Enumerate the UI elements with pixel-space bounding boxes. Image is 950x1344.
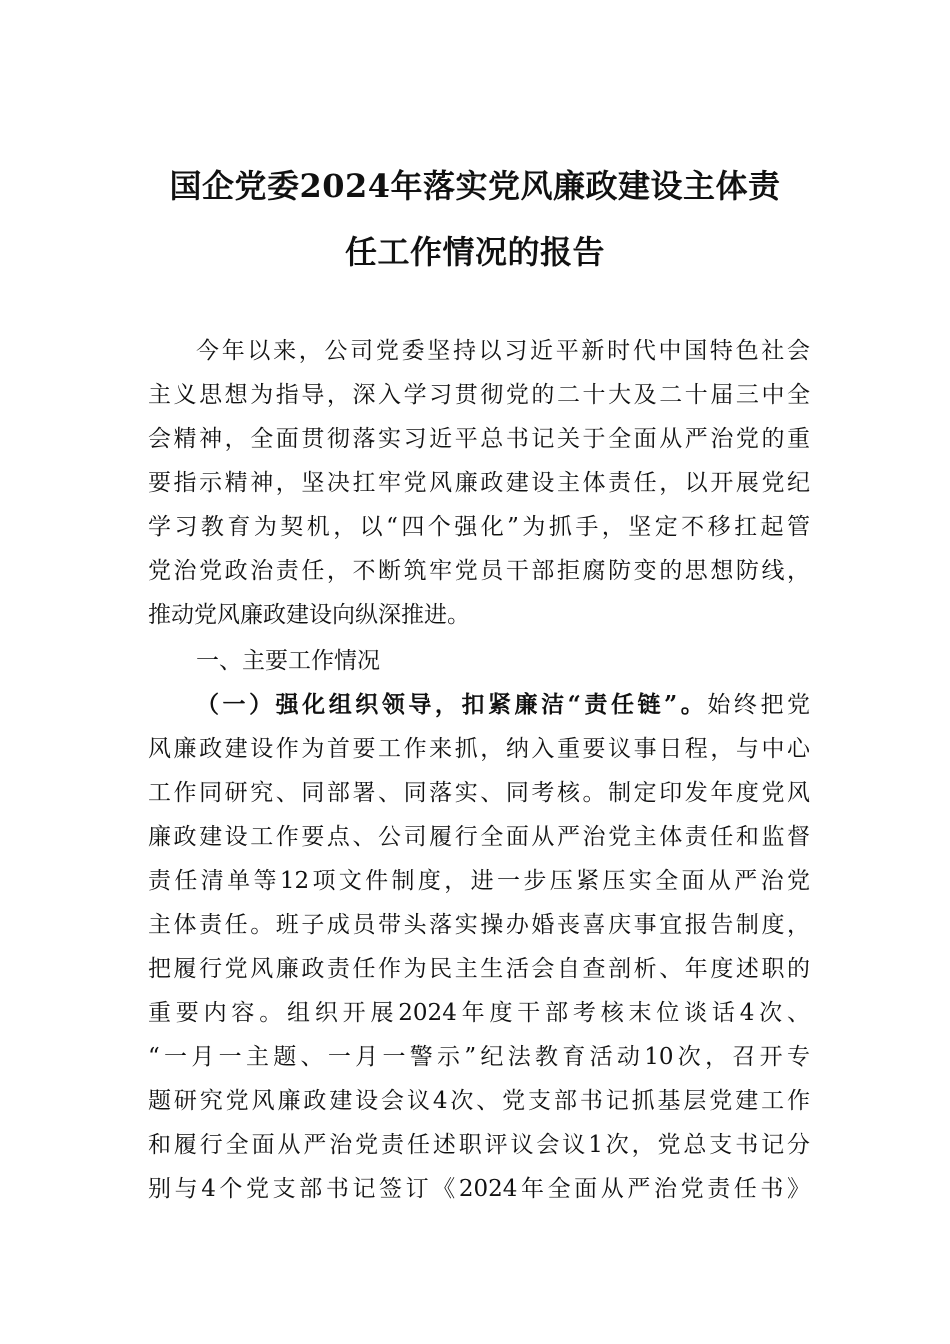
body-line: “一月一主题、一月一警示”纪法教育活动10次，召开专 <box>148 1044 810 1070</box>
body-line: 主体责任。班子成员带头落实操办婚丧喜庆事宜报告制度， <box>148 912 810 938</box>
intro-line: 要指示精神，坚决扛牢党风廉政建设主体责任，以开展党纪 <box>148 470 810 496</box>
body-line: 责任清单等12项文件制度，进一步压紧压实全面从严治党 <box>148 868 810 894</box>
subsection-heading-rest: 始终把党 <box>707 692 810 718</box>
document-title-line-1: 国企党委2024年落实党风廉政建设主体责 <box>169 167 781 205</box>
body-line: 把履行党风廉政责任作为民主生活会自查剖析、年度述职的 <box>148 956 810 982</box>
subsection-heading: （一）强化组织领导，扣紧廉洁“责任链”。 <box>196 691 708 718</box>
body-line: 别与4个党支部书记签订《2024年全面从严治党责任书》 <box>148 1176 810 1202</box>
intro-line: 会精神，全面贯彻落实习近平总书记关于全面从严治党的重 <box>148 426 810 452</box>
body-line: 风廉政建设作为首要工作来抓，纳入重要议事日程，与中心 <box>148 736 810 762</box>
body-line: 题研究党风廉政建设会议4次、党支部书记抓基层党建工作 <box>148 1088 810 1114</box>
intro-line: 学习教育为契机，以“四个强化”为抓手，坚定不移扛起管 <box>148 514 810 540</box>
document-title-line-2: 任工作情况的报告 <box>344 233 605 271</box>
intro-line: 党治党政治责任，不断筑牢党员干部拒腐防变的思想防线， <box>148 558 810 584</box>
body-line: 工作同研究、同部署、同落实、同考核。制定印发年度党风 <box>148 780 810 806</box>
intro-line: 主义思想为指导，深入学习贯彻党的二十大及二十届三中全 <box>148 382 810 408</box>
section-heading: 一、主要工作情况 <box>196 648 380 674</box>
intro-line: 今年以来，公司党委坚持以习近平新时代中国特色社会 <box>196 338 810 364</box>
subsection-first-line <box>196 690 810 720</box>
intro-line: 推动党风廉政建设向纵深推进。 <box>148 602 470 628</box>
body-line: 和履行全面从严治党责任述职评议会议1次，党总支书记分 <box>148 1132 810 1158</box>
body-line: 重要内容。组织开展2024年度干部考核末位谈话4次、 <box>148 1000 810 1026</box>
body-line: 廉政建设工作要点、公司履行全面从严治党主体责任和监督 <box>148 824 810 850</box>
